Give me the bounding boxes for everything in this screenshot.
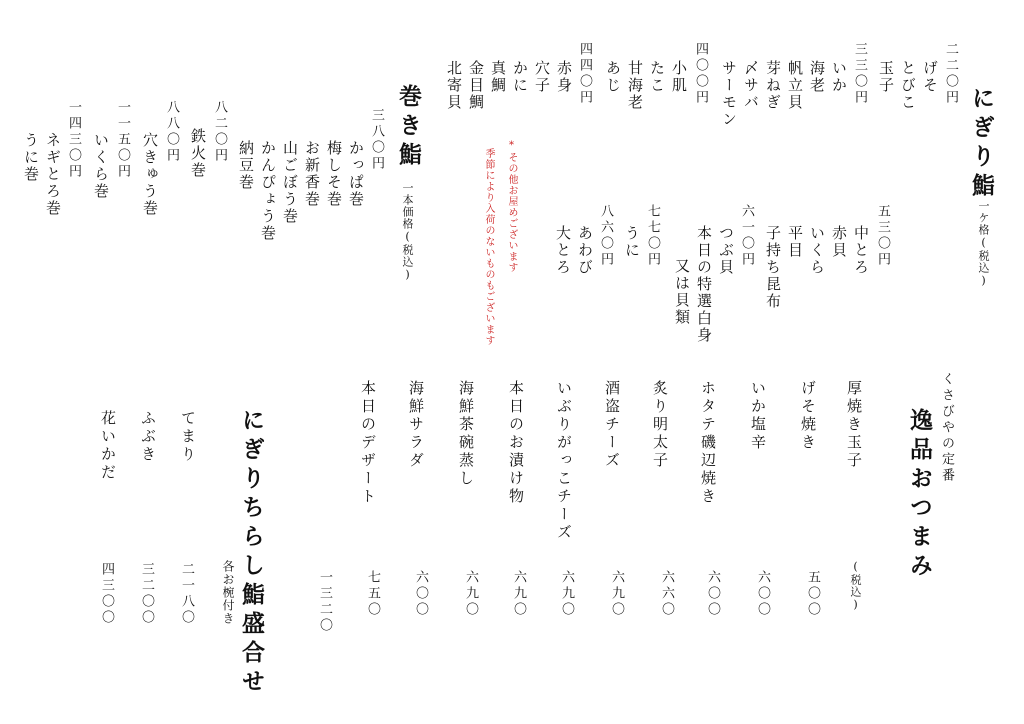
maki-price: 三八〇円 — [369, 108, 384, 172]
maki-item: 納豆巻 — [237, 140, 255, 191]
maki-title: 巻き鮨 — [395, 84, 422, 171]
maki-item: 山ごぼう巻 — [281, 140, 299, 225]
tsumami-price: 一三二〇 — [317, 570, 332, 634]
nigiri-price: 三三〇円 — [852, 42, 867, 106]
chirashi-price: 三二〇〇 — [139, 562, 154, 626]
nigiri-item: 中とろ — [852, 225, 870, 276]
maki-item: うに巻 — [22, 132, 40, 183]
nigiri-item: とびこ — [899, 60, 917, 111]
tsumami-price: 六〇〇 — [413, 570, 428, 618]
chirashi-sub: 各お椀付き — [221, 560, 235, 625]
nigiri-item: かに — [511, 60, 529, 94]
tsumami-item: 酒盗チーズ — [603, 380, 621, 470]
tsumami-price: 六九〇 — [559, 570, 574, 618]
tsumami-item: 厚焼き玉子 — [845, 380, 863, 470]
nigiri-item: つぶ貝 — [717, 225, 735, 276]
maki-item: ネギとろ巻 — [44, 132, 62, 217]
chirashi-title: にぎりちらし鮨盛合せ — [238, 408, 265, 698]
maki-item: かっぱ巻 — [347, 140, 365, 208]
maki-item: かんぴょう巻 — [259, 140, 277, 242]
maki-item: 梅しそ巻 — [325, 140, 343, 208]
nigiri-item: あじ — [604, 60, 622, 94]
tsumami-price: 六九〇 — [463, 570, 478, 618]
nigiri-item: 芽ねぎ — [764, 60, 782, 111]
nigiri-note: *その他お屋めございます — [506, 140, 517, 273]
tsumami-item: いか塩辛 — [749, 380, 767, 452]
tsumami-title: 逸品おつまみ — [906, 408, 933, 582]
tsumami-price: 六九〇 — [609, 570, 624, 618]
maki-item: 鉄火巻 — [189, 128, 207, 179]
chirashi-item: ふぶき — [139, 410, 157, 464]
tsumami-item: げそ焼き — [799, 380, 817, 452]
tsumami-item: 本日のお漬け物 — [507, 380, 525, 506]
tsumami-item: 海鮮サラダ — [407, 380, 425, 470]
nigiri-item: 平目 — [786, 225, 804, 259]
nigiri-item: 甘海老 — [626, 60, 644, 111]
nigiri-item: 海老 — [808, 60, 826, 94]
nigiri-note: 季節により入荷のないものもございます — [483, 148, 494, 346]
tsumami-price: 五〇〇 — [805, 570, 820, 618]
tsumami-item: 炙り明太子 — [651, 380, 669, 470]
nigiri-item: 真鯛 — [489, 60, 507, 94]
nigiri-price: 七七〇円 — [645, 204, 660, 268]
tsumami-price: 六〇〇 — [755, 570, 770, 618]
nigiri-item: 赤貝 — [830, 225, 848, 259]
nigiri-item: 本日の特選白身 — [695, 225, 713, 344]
chirashi-price: 二一八〇 — [179, 562, 194, 626]
nigiri-unit-note: 一ケ格(税込) — [977, 200, 990, 288]
tsumami-tax-note: (税込) — [849, 560, 862, 612]
nigiri-item: 赤身 — [555, 60, 573, 94]
nigiri-price: 二二〇円 — [943, 42, 958, 106]
maki-unit-note: 一本価格(税込) — [401, 182, 414, 282]
maki-item: お新香巻 — [303, 140, 321, 208]
maki-price: 八八〇円 — [164, 100, 179, 164]
chirashi-item: 花いかだ — [99, 410, 117, 482]
nigiri-item: 玉子 — [877, 60, 895, 94]
tsumami-lead: くさびやの定番 — [939, 372, 954, 484]
nigiri-item: 小肌 — [670, 60, 688, 94]
nigiri-item: 大とろ — [554, 225, 572, 276]
nigiri-price: 五三〇円 — [875, 204, 890, 268]
maki-price: 八二〇円 — [212, 100, 227, 164]
tsumami-price: 七五〇 — [365, 570, 380, 618]
tsumami-item: いぶりがっこチーズ — [555, 380, 573, 542]
tsumami-item: 海鮮茶碗蒸し — [457, 380, 475, 488]
nigiri-item: 金目鯛 — [467, 60, 485, 111]
nigiri-item: いくら — [808, 225, 826, 276]
nigiri-item: サーモン — [720, 60, 738, 128]
maki-item: 穴きゅう巻 — [141, 132, 159, 217]
tsumami-item: 本日のデザート — [359, 380, 377, 506]
nigiri-item: たこ — [648, 60, 666, 94]
nigiri-item: 子持ち昆布 — [764, 225, 782, 310]
maki-item: いくら巻 — [92, 132, 110, 200]
chirashi-item: てまり — [179, 410, 197, 464]
maki-price: 一四三〇円 — [66, 100, 81, 180]
nigiri-price: 四〇〇円 — [693, 42, 708, 106]
nigiri-price: 四四〇円 — [577, 42, 592, 106]
nigiri-title: にぎり鮨 — [968, 86, 995, 202]
nigiri-item: うに — [623, 225, 641, 259]
nigiri-price: 八六〇円 — [598, 204, 613, 268]
nigiri-item: あわび — [576, 225, 594, 276]
chirashi-price: 四三〇〇 — [99, 562, 114, 626]
nigiri-price: 六一〇円 — [739, 204, 754, 268]
nigiri-item: 穴子 — [533, 60, 551, 94]
nigiri-item: 又は貝類 — [673, 258, 691, 326]
nigiri-item: いか — [830, 60, 848, 94]
nigiri-item: 〆サバ — [742, 60, 760, 111]
tsumami-price: 六〇〇 — [705, 570, 720, 618]
nigiri-item: げそ — [921, 60, 939, 94]
nigiri-item: 帆立貝 — [786, 60, 804, 111]
maki-price: 一一五〇円 — [115, 100, 130, 180]
tsumami-price: 六六〇 — [659, 570, 674, 618]
tsumami-price: 六九〇 — [511, 570, 526, 618]
nigiri-item: 北寄貝 — [445, 60, 463, 111]
tsumami-item: ホタテ磯辺焼き — [699, 380, 717, 506]
